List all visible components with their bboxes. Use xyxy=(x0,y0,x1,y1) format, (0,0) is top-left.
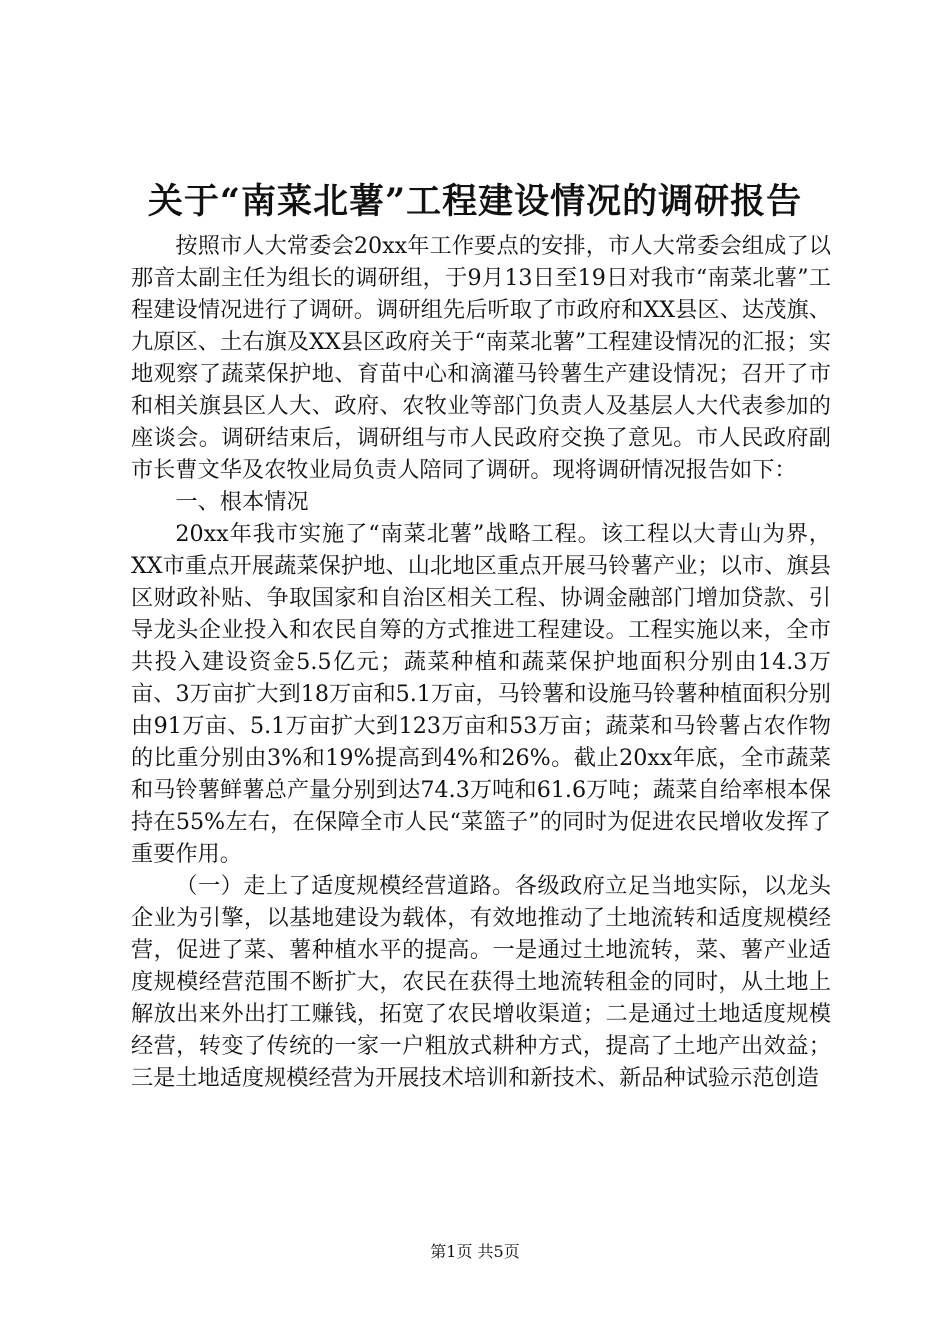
paragraph-intro: 按照市人大常委会20xx年工作要点的安排，市人大常委会组成了以那音太副主任为组长的调研组，于9月13日至19日对我市“南菜北薯”工程建设情况进行了调研。调研组先后听取了市政府和XX县区、达茂旗、九原区、土右旗及XX县区政府关于“南菜北薯”工程建设情况的汇报；实地观察了蔬菜保护地、育苗中心和滴灌马铃薯生产建设情况；召开了市和相关旗县区人大、政府、农牧业等部门负责人及基层人大代表参加的座谈会。调研结束后，调研组与市人民政府交换了意见。市人民政府副市长曹文华及农牧业局负责人陪同了调研。现将调研情况报告如下： xyxy=(131,233,831,483)
paragraph-basic-situation: 20xx年我市实施了“南菜北薯”战略工程。该工程以大青山为界，XX市重点开展蔬菜保护地、山北地区重点开展马铃薯产业；以市、旗县区财政补贴、争取国家和自治区相关工程、协调金融部门增加贷款、引导龙头企业投入和农民自筹的方式推进工程建设。工程实施以来，全市共投入建设资金5.5亿元；蔬菜种植和蔬菜保护地面积分别由14.3万亩、3万亩扩大到18万亩和5.1万亩，马铃薯和设施马铃薯种植面积分别由91万亩、5.1万亩扩大到123万亩和53万亩；蔬菜和马铃薯占农作物的比重分别由3%和19%提高到4%和26%。截止20xx年底，全市蔬菜和马铃薯鲜薯总产量分别到达74.3万吨和61.6万吨；蔬菜自给率根本保持在55%左右，在保障全市人民“菜篮子”的同时为促进农民增收发挥了重要作用。 xyxy=(131,521,831,867)
page-footer: 第1页 共5页 xyxy=(430,1242,520,1261)
section-heading-basic: 一、根本情况 xyxy=(175,489,309,515)
document-title: 关于“南菜北薯”工程建设情况的调研报告 xyxy=(147,181,803,222)
document-body xyxy=(131,230,831,1094)
paragraph-scale-operation: （一）走上了适度规模经营道路。各级政府立足当地实际，以龙头企业为引擎，以基地建设为载体，有效地推动了土地流转和适度规模经营，促进了菜、薯种植水平的提高。一是通过土地流转，菜、薯产业适度规模经营范围不断扩大，农民在获得土地流转租金的同时，从土地上解放出来外出打工赚钱，拓宽了农民增收渠道；二是通过土地适度规模经营，转变了传统的一家一户粗放式耕种方式，提高了土地产出效益；三是土地适度规模经营为开展技术培训和新技术、新品种试验示范创造 xyxy=(131,873,831,1091)
